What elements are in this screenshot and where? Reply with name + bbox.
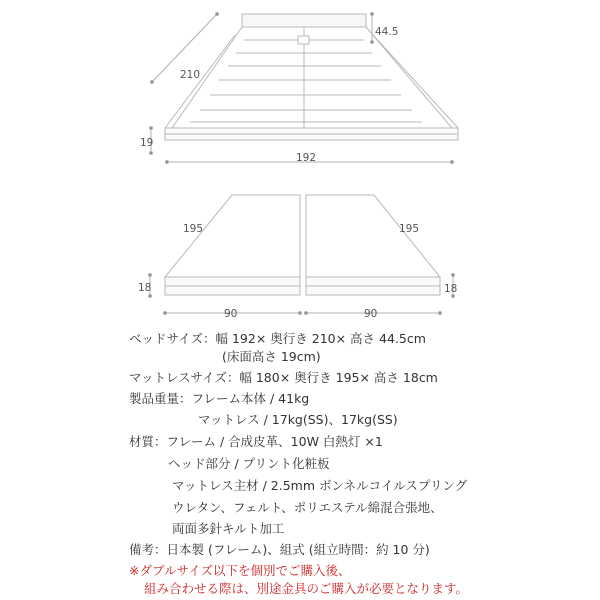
spec-material-quilt: 両面多針キルト加工 (172, 521, 285, 536)
spec-material-fabric: ウレタン、フェルト、ポリエステル綿混合張地、 (172, 500, 443, 515)
mattress-width-right-label: 90 (364, 308, 378, 320)
headboard-lamp (298, 36, 309, 44)
spec-bed-size: ベッドサイズ：幅 192× 奥行き 210× 高さ 44.5cm (129, 331, 426, 346)
spec-material-frame: 材質：フレーム / 合成皮革、10W 白熱灯 ×1 (129, 434, 383, 449)
spec-material-head: ヘッド部分 / プリント化粧板 (168, 456, 330, 471)
floor-height-label: 19 (140, 137, 154, 149)
spec-remarks: 備考：日本製 (フレーム)、組式 (組立時間：約 10 分) (129, 542, 430, 557)
spec-mattress-size: マットレスサイズ：幅 180× 奥行き 195× 高さ 18cm (129, 370, 438, 385)
bed-height-label: 44.5 (375, 26, 399, 38)
spec-floor-height: (床面高さ 19cm) (222, 349, 321, 364)
bed-depth-label: 210 (180, 69, 201, 81)
mattress-left-drawing (165, 195, 300, 295)
mattress-height-right-label: 18 (444, 283, 458, 295)
spec-weight-mattress: マットレス / 17kg(SS)、17kg(SS) (198, 412, 398, 427)
mattress-width-left-label: 90 (224, 308, 238, 320)
mattress-height-left-label: 18 (138, 282, 152, 294)
spec-weight-frame: 製品重量：フレーム本体 / 41kg (129, 391, 310, 406)
spec-note-line2: 組み合わせる際は、別途金具のご購入が必要となります。 (144, 581, 469, 596)
mattress-right-drawing (306, 195, 440, 295)
bed-frame-drawing (165, 14, 458, 140)
bed-width-label: 192 (296, 152, 317, 164)
spec-material-mattress: マットレス主材 / 2.5mm ボンネルコイルスプリング (172, 478, 468, 493)
headboard (242, 14, 366, 27)
mattress-depth-right-label: 195 (399, 223, 420, 235)
mattress-depth-left-label: 195 (183, 223, 204, 235)
spec-note-line1: ※ダブルサイズ以下を個別でご購入後、 (129, 563, 351, 578)
